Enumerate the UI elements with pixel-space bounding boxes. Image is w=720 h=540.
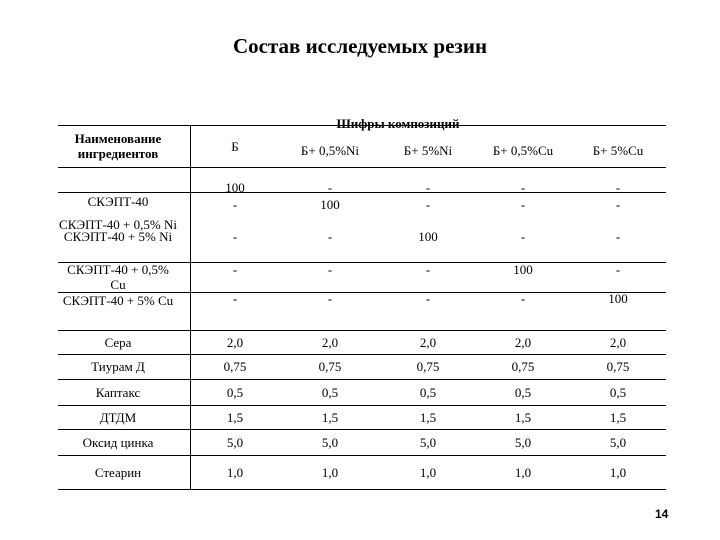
composition-value: - bbox=[232, 228, 238, 244]
composition-value: 0,5 bbox=[609, 384, 627, 400]
composition-value: - bbox=[232, 290, 238, 306]
composition-value: - bbox=[232, 196, 238, 212]
composition-value: 2,0 bbox=[321, 334, 339, 350]
composition-value: - bbox=[615, 179, 621, 195]
composition-value: - bbox=[520, 290, 526, 306]
composition-value: 1,0 bbox=[321, 464, 339, 480]
ingredient-name: Оксид цинка bbox=[82, 434, 154, 450]
ingredient-name: Сера bbox=[104, 334, 132, 350]
composition-value: - bbox=[615, 261, 621, 277]
composition-value: 1,0 bbox=[419, 464, 437, 480]
composition-value: 0,5 bbox=[514, 384, 532, 400]
composition-value: 0,75 bbox=[318, 359, 342, 374]
slide-title: Состав исследуемых резин bbox=[232, 34, 488, 58]
composition-value: - bbox=[520, 228, 526, 244]
composition-value: 0,5 bbox=[226, 384, 244, 400]
composition-value: 1,5 bbox=[321, 409, 339, 425]
composition-value: 2,0 bbox=[514, 334, 532, 350]
name-column-divider bbox=[190, 125, 191, 490]
code-header-b-5-ni: Б+ 5%Ni bbox=[403, 142, 453, 158]
ingredient-name: Каптакс bbox=[95, 384, 141, 400]
composition-value: 5,0 bbox=[226, 434, 244, 450]
composition-value: 1,5 bbox=[609, 409, 627, 425]
composition-value: 5,0 bbox=[321, 434, 339, 450]
composition-value: 1,5 bbox=[419, 409, 437, 425]
composition-value: 0,5 bbox=[321, 384, 339, 400]
composition-value: - bbox=[425, 179, 431, 195]
composition-value: 0,75 bbox=[606, 359, 630, 374]
composition-value: 100 bbox=[418, 228, 438, 244]
composition-value: 1,0 bbox=[514, 464, 532, 480]
composition-value: - bbox=[327, 179, 333, 195]
composition-value: 0,75 bbox=[223, 359, 247, 374]
composition-value: 100 bbox=[320, 196, 340, 212]
ingredient-name: СКЭПТ-40 + 0,5% Ni bbox=[59, 216, 177, 232]
composition-value: 100 bbox=[513, 261, 533, 277]
composition-value: 0,75 bbox=[511, 359, 535, 374]
composition-value: - bbox=[615, 228, 621, 244]
header-divider bbox=[58, 167, 666, 168]
ingredient-name: Стеарин bbox=[94, 464, 142, 480]
composition-value: 100 bbox=[608, 290, 628, 306]
composition-value: - bbox=[615, 196, 621, 212]
composition-value: 5,0 bbox=[419, 434, 437, 450]
ingredient-name: ДТДМ bbox=[99, 409, 137, 425]
composition-value: - bbox=[520, 179, 526, 195]
composition-value: 2,0 bbox=[226, 334, 244, 350]
code-header-b-0-5-ni: Б+ 0,5%Ni bbox=[300, 142, 360, 158]
ingredient-name: Тиурам Д bbox=[91, 359, 145, 374]
composition-codes-header: Шифры композиций bbox=[336, 116, 460, 131]
composition-value: - bbox=[327, 228, 333, 244]
composition-value: 1,0 bbox=[609, 464, 627, 480]
ingredient-name: СКЭПТ-40 bbox=[87, 193, 149, 209]
composition-value: 1,5 bbox=[226, 409, 244, 425]
composition-value: 1,0 bbox=[226, 464, 244, 480]
composition-value: 5,0 bbox=[609, 434, 627, 450]
code-header-b-5-cu: Б+ 5%Cu bbox=[592, 142, 644, 158]
composition-value: - bbox=[327, 290, 333, 306]
composition-value: - bbox=[232, 261, 238, 277]
composition-value: 100 bbox=[225, 179, 245, 195]
table-bottom-border bbox=[58, 489, 666, 490]
composition-value: - bbox=[425, 196, 431, 212]
composition-value: 5,0 bbox=[514, 434, 532, 450]
composition-value: - bbox=[425, 290, 431, 306]
composition-value: 0,75 bbox=[416, 359, 440, 374]
composition-value: 1,5 bbox=[514, 409, 532, 425]
code-header-b: Б bbox=[231, 138, 239, 154]
code-header-b-0-5-cu: Б+ 0,5%Cu bbox=[492, 142, 554, 158]
composition-value: - bbox=[327, 261, 333, 277]
ingredient-name: СКЭПТ-40 + 5% Ni bbox=[63, 228, 173, 244]
page-number: 14 bbox=[655, 507, 669, 521]
ingredient-name: СКЭПТ-40 + 5% Cu bbox=[62, 292, 174, 308]
ingredient-column-header: Наименование ингредиентов bbox=[74, 131, 162, 161]
composition-value: 2,0 bbox=[609, 334, 627, 350]
composition-value: 2,0 bbox=[419, 334, 437, 350]
ingredient-name: СКЭПТ-40 + 0,5% Cu bbox=[67, 262, 169, 292]
composition-value: - bbox=[520, 196, 526, 212]
composition-table bbox=[58, 116, 666, 490]
composition-value: - bbox=[425, 261, 431, 277]
composition-value: 0,5 bbox=[419, 384, 437, 400]
